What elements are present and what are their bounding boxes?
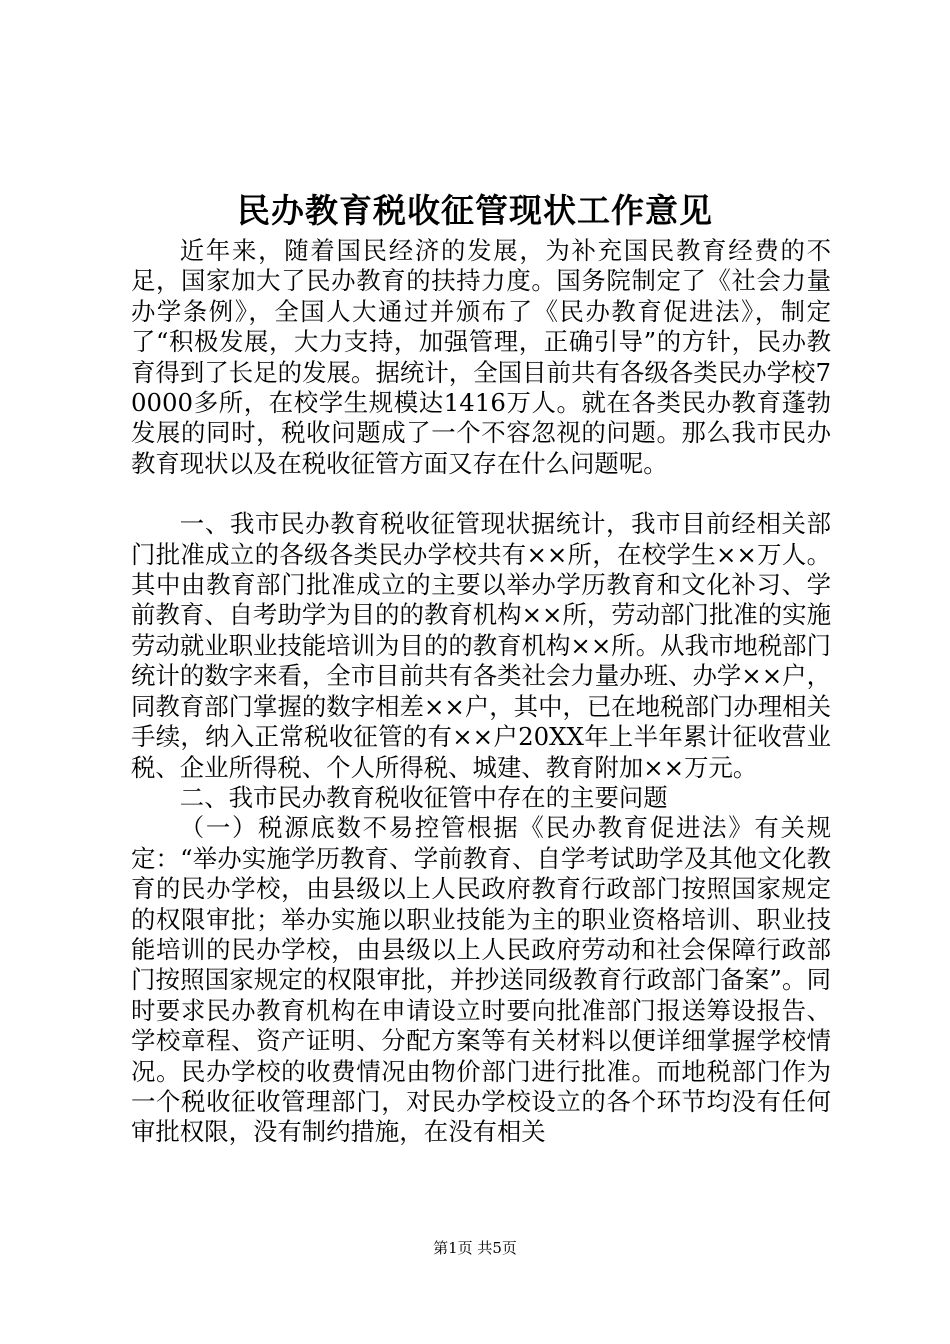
- page-footer: 第1页 共5页: [433, 1239, 517, 1257]
- paragraph-intro: 近年来，随着国民经济的发展，为补充国民教育经费的不足，国家加大了民办教育的扶持力度。国务院制定了《社会力量办学条例》，全国人大通过并颁布了《民办教育促进法》，制定了“积极发展，大力支持，加强管理，正确引导”的方针，民办教育得到了长足的发展。据统计，全国目前共有各级各类民办学校70000多所，在校学生规模达1416万人。就在各类民办教育蓬勃发展的同时，税收问题成了一个不容忽视的问题。那么我市民办教育现状以及在税收征管方面又存在什么问题呢。: [131, 236, 831, 478]
- document-title: 民办教育税收征管现状工作意见: [237, 191, 713, 230]
- paragraph-section-two-heading: 二、我市民办教育税收征管中存在的主要问题: [179, 782, 668, 812]
- paragraph-subsection-one: （一）税源底数不易控管根据《民办教育促进法》有关规定：“举办实施学历教育、学前教育、自学考试助学及其他文化教育的民办学校，由县级以上人民政府教育行政部门按照国家规定的权限审批；举办实施以职业技能为主的职业资格培训、职业技能培训的民办学校，由县级以上人民政府劳动和社会保障行政部门按照国家规定的权限审批，并抄送同级教育行政部门备案”。同时要求民办教育机构在申请设立时要向批准部门报送筹设报告、学校章程、资产证明、分配方案等有关材料以便详细掌握学校情况。民办学校的收费情况由物价部门进行批准。而地税部门作为一个税收征收管理部门，对民办学校设立的各个环节均没有任何审批权限，没有制约措施，在没有相关: [131, 813, 831, 1147]
- paragraph-section-one: 一、我市民办教育税收征管现状据统计，我市目前经相关部门批准成立的各级各类民办学校共有××所，在校学生××万人。其中由教育部门批准成立的主要以举办学历教育和文化补习、学前教育、自考助学为目的的教育机构××所，劳动部门批准的实施劳动就业职业技能培训为目的的教育机构××所。从我市地税部门统计的数字来看，全市目前共有各类社会力量办班、办学××户，同教育部门掌握的数字相差××户，其中，已在地税部门办理相关手续，纳入正常税收征管的有××户20XX年上半年累计征收营业税、企业所得税、个人所得税、城建、教育附加××万元。: [131, 509, 831, 782]
- document-body: [131, 236, 831, 1148]
